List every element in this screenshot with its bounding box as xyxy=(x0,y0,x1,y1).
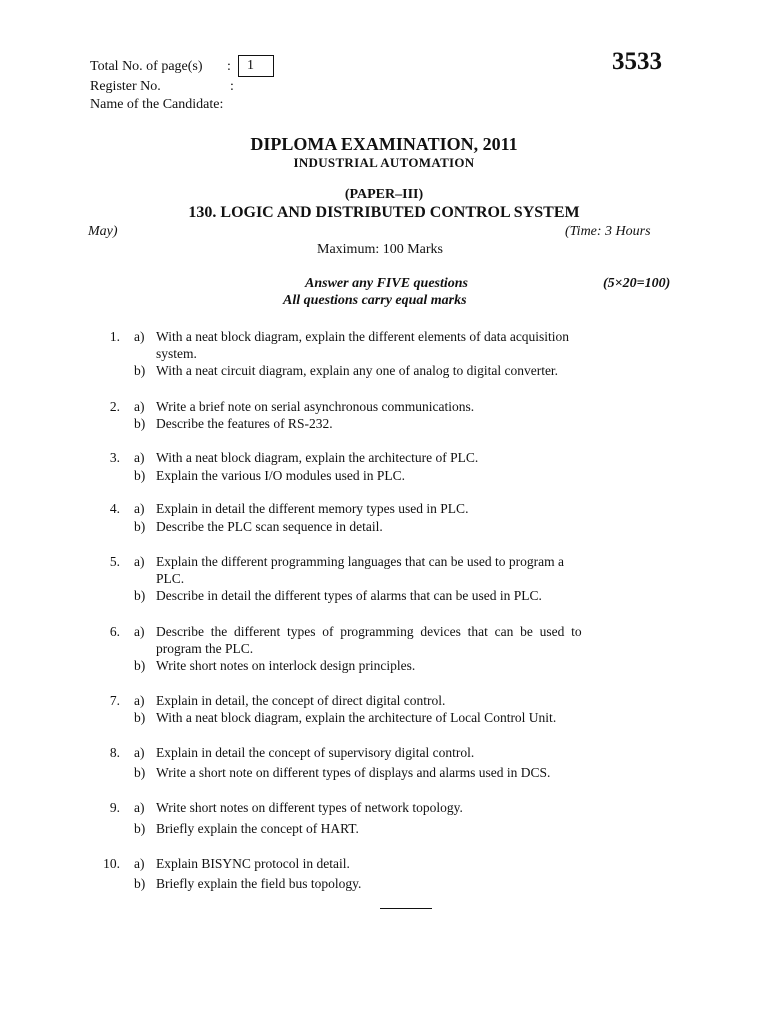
question-text-continued: program the PLC. xyxy=(156,641,254,656)
total-pages-box: 1 xyxy=(238,55,274,77)
paper-code: 3533 xyxy=(612,48,662,75)
part-label: a) xyxy=(134,329,145,344)
question-text: With a neat block diagram, explain the architecture of PLC. xyxy=(156,450,479,465)
question-part-b xyxy=(134,658,415,674)
question-part-b xyxy=(134,363,558,379)
paper-number: (PAPER–III) xyxy=(344,187,424,202)
exam-title: DIPLOMA EXAMINATION, 2011 xyxy=(250,134,518,154)
question-part-a xyxy=(134,745,474,761)
part-label: b) xyxy=(134,658,146,673)
question-number: 5. xyxy=(109,554,120,569)
question-part-a xyxy=(134,501,468,517)
branch-title: INDUSTRIAL AUTOMATION xyxy=(293,155,475,170)
part-label: a) xyxy=(134,624,145,639)
exam-month: May) xyxy=(88,224,118,239)
question-text: Explain BISYNC protocol in detail. xyxy=(156,856,350,871)
total-pages-label: Total No. of page(s) xyxy=(90,59,203,74)
question-text: Explain in detail the concept of supervisory digital control. xyxy=(156,745,475,760)
question-part-b xyxy=(134,821,359,837)
question-number: 6. xyxy=(109,624,120,639)
question-text: With a neat circuit diagram, explain any one of analog to digital converter. xyxy=(156,363,559,378)
question-text: Briefly explain the concept of HART. xyxy=(156,821,359,836)
part-label: a) xyxy=(134,501,145,516)
question-part-b xyxy=(134,468,405,484)
part-label: a) xyxy=(134,856,145,871)
instruction-answer: Answer any FIVE questions xyxy=(305,276,468,291)
part-label: a) xyxy=(134,450,145,465)
exam-time: (Time: 3 Hours xyxy=(565,224,651,239)
question-part-a xyxy=(134,693,445,709)
part-label: a) xyxy=(134,745,145,760)
question-text: Describe the features of RS-232. xyxy=(156,416,333,431)
question-number: 1. xyxy=(109,329,120,344)
question-part-a xyxy=(134,450,478,466)
part-label: b) xyxy=(134,821,146,836)
total-pages-colon: : xyxy=(227,59,231,74)
part-label: b) xyxy=(134,519,146,534)
question-part-a xyxy=(134,624,582,640)
part-label: a) xyxy=(134,554,145,569)
part-label: a) xyxy=(134,693,145,708)
question-number: 7. xyxy=(109,693,120,708)
end-of-paper-rule xyxy=(380,908,432,909)
question-number: 4. xyxy=(109,501,120,516)
question-text: Explain in detail the different memory types used in PLC. xyxy=(156,501,469,516)
question-part-a xyxy=(134,856,350,872)
question-text: Describe in detail the different types of alarms that can be used in PLC. xyxy=(156,588,542,603)
part-label: b) xyxy=(134,468,146,483)
question-text: Write a short note on different types of displays and alarms used in DCS. xyxy=(156,765,551,780)
part-label: a) xyxy=(134,800,145,815)
question-number: 10. xyxy=(103,856,120,871)
question-text: With a neat block diagram, explain the different elements of data acquisition xyxy=(156,329,570,344)
question-part-a xyxy=(134,399,474,415)
part-label: b) xyxy=(134,765,146,780)
question-part-a xyxy=(134,800,463,816)
register-colon: : xyxy=(230,79,234,94)
max-marks: Maximum: 100 Marks xyxy=(317,242,443,257)
question-part-a xyxy=(134,554,564,570)
question-text: With a neat block diagram, explain the architecture of Local Control Unit. xyxy=(156,710,557,725)
candidate-label: Name of the Candidate: xyxy=(90,97,224,112)
register-label: Register No. xyxy=(90,79,161,94)
question-text: Describe the different types of programming devices that can be used to xyxy=(156,624,582,639)
course-title: 130. LOGIC AND DISTRIBUTED CONTROL SYSTEM xyxy=(188,204,580,221)
question-part-a xyxy=(134,329,569,345)
question-text-continued: system. xyxy=(156,346,197,361)
question-text: Briefly explain the field bus topology. xyxy=(156,876,362,891)
question-part-b xyxy=(134,765,550,781)
question-part-b xyxy=(134,876,361,892)
part-label: b) xyxy=(134,363,146,378)
question-number: 9. xyxy=(109,800,120,815)
question-part-b xyxy=(134,519,383,535)
part-label: b) xyxy=(134,416,146,431)
question-number: 2. xyxy=(109,399,120,414)
question-number: 8. xyxy=(109,745,120,760)
question-text: Describe the PLC scan sequence in detail. xyxy=(156,519,383,534)
question-text: Explain the different programming languages that can be used to program a xyxy=(156,554,564,569)
question-text: Write short notes on different types of network topology. xyxy=(156,800,463,815)
question-part-b xyxy=(134,416,333,432)
question-part-b xyxy=(134,710,556,726)
question-text: Explain the various I/O modules used in PLC. xyxy=(156,468,405,483)
question-part-b xyxy=(134,588,542,604)
question-text-continued: PLC. xyxy=(156,571,185,586)
part-label: a) xyxy=(134,399,145,414)
part-label: b) xyxy=(134,876,146,891)
question-text: Write a brief note on serial asynchronous communications. xyxy=(156,399,475,414)
instruction-equal: All questions carry equal marks xyxy=(283,293,467,308)
part-label: b) xyxy=(134,588,146,603)
question-number: 3. xyxy=(109,450,120,465)
part-label: b) xyxy=(134,710,146,725)
question-text: Write short notes on interlock design principles. xyxy=(156,658,416,673)
question-text: Explain in detail, the concept of direct digital control. xyxy=(156,693,446,708)
marks-scheme: (5×20=100) xyxy=(603,276,671,291)
